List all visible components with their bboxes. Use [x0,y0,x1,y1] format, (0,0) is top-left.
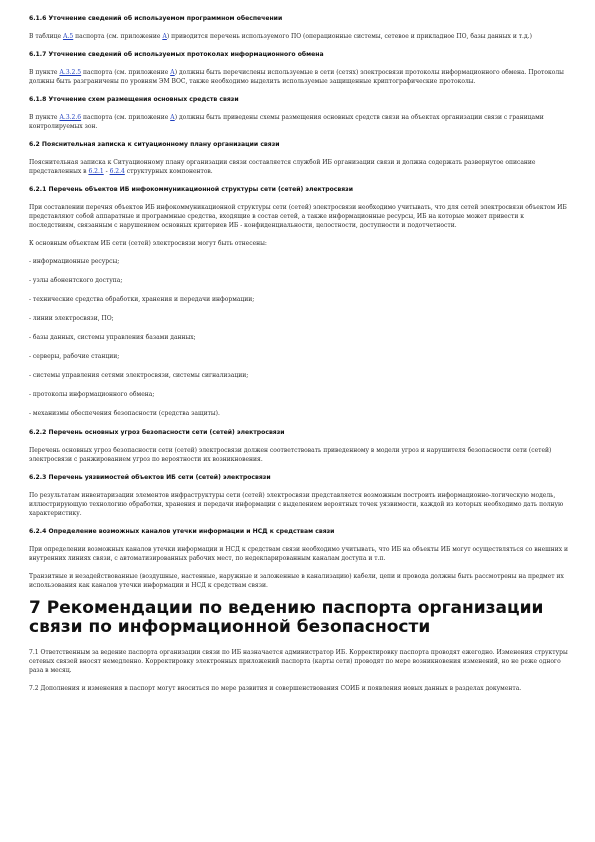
paragraph-objects-list-intro: При составлении перечня объектов ИБ инфокоммуникационной структуры сети (сетей) электросвязи необходимо учитывать, что для сетей электросвязи объектом ИБ представляют собой аппаратные и программные средства, входящие в состав сетей, а также информационные ресурсы, ИБ на которые может привести к последствиям, связанным с нарушением основных критериев ИБ - конфиденциальности, целостности, доступности и подотчетности. [29,204,567,229]
list-item: - узлы абонентского доступа; [29,277,123,284]
document-page [29,14,569,702]
paragraph-explanatory-note: Пояснительная записка к Ситуационному плану организации связи составляется службой ИБ организации связи и должна содержать развернутое описание представленных в 6.2.1 - 6.2.4 структурных компонентов. [29,159,536,175]
link-table-a5[interactable]: А.5 [62,33,74,40]
paragraph-threats: Перечень основных угроз безопасности сети (сетей) электросвязи должен соответствовать приведенному в модели угроз и нарушителя безопасности сети (сетей) электросвязи с ранжированием угроз по вероятности их возникновения. [29,447,552,463]
paragraph-7-2: 7.2 Дополнения и изменения в паспорт могут вноситься по мере развития и совершенствования СОИБ и появления новых данных в разделах документа. [29,685,522,692]
list-item: - механизмы обеспечения безопасности (средства защиты). [29,410,220,417]
list-item: - системы управления сетями электросвязи, системы сигнализации; [29,372,249,379]
section-heading-6-1-7: 6.1.7 Уточнение сведений об используемых протоколах информационного обмена [29,51,324,58]
link-a325[interactable]: А.3.2.5 [59,69,82,76]
paragraph-cables: Транзитные и незадействованные (воздушные, настенные, наружные и заложенные в канализацию) кабели, цепи и провода должны быть рассмотрены на предмет их использования как каналов утечки информации и НСД к средствам связи. [29,573,564,589]
link-appendix-a[interactable]: А [162,33,167,40]
list-item: - технические средства обработки, хранения и передачи информации; [29,296,255,303]
paragraph-software: В таблице А.5 паспорта (см. приложение А) приводится перечень используемого ПО (операционные системы, сетевое и прикладное ПО, базы данных и т.д.) [29,33,532,40]
list-item: - серверы, рабочие станции; [29,353,120,360]
link-6-2-1[interactable]: 6.2.1 [88,168,104,175]
list-item: - базы данных, системы управления базами данных; [29,334,196,341]
section-heading-6-2-3: 6.2.3 Перечень уязвимостей объектов ИБ сети (сетей) электросвязи [29,474,271,481]
link-a326[interactable]: А.3.2.6 [59,114,82,121]
section-heading-6-1-8: 6.1.8 Уточнение схем размещения основных средств связи [29,96,239,103]
link-appendix-a[interactable]: А [170,114,175,121]
section-heading-6-2-4: 6.2.4 Определение возможных каналов утечки информации и НСД к средствам связи [29,528,335,535]
link-6-2-4[interactable]: 6.2.4 [109,168,125,175]
paragraph-protocols: В пункте А.3.2.5 паспорта (см. приложение А) должны быть перечислены используемые в сети (сетях) электросвязи протоколы информационного обмена. Протоколы должны быть разграничены по уровням ЭМ ВОС, также необходимо выделить используемые защищенные криптографические протоколы. [29,69,564,85]
list-item: - протоколы информационного обмена; [29,391,155,398]
list-item: - линии электросвязи, ПО; [29,315,114,322]
paragraph-placement: В пункте А.3.2.6 паспорта (см. приложение А) должны быть приведены схемы размещения основных средств связи на объектах организации связи с границами контролируемых зон. [29,114,544,130]
paragraph-vulnerabilities: По результатам инвентаризации элементов инфраструктуры сети (сетей) электросвязи представляется возможным построить информационно-логическую модель, иллюстрирующую технологию обработки, хранения и передачи информации с выделением вероятных точек уязвимости, каждой из которых необходимо дать полную характеристику. [29,492,564,517]
paragraph-objects-lead: К основным объектам ИБ сети (сетей) электросвязи могут быть отнесены: [29,240,267,247]
list-item: - информационные ресурсы; [29,258,120,265]
paragraph-leak-channels: При определении возможных каналов утечки информации и НСД к средствам связи необходимо учитывать, что ИБ на объекты ИБ могут осуществляться со внешних и внутренних линиях связи, с автоматизированных рабочих мест, по недекларированным каналам доступа и т.п. [29,546,569,562]
paragraph-7-1: 7.1 Ответственным за ведение паспорта организации связи по ИБ назначается администратор ИБ. Корректировку паспорта проводят ежегодно. Изменения структуры сетевых связей вносят немедленно. Корректировку электронных приложений паспорта (карты сети) проводят по мере возникновения изменений, но не реже одного раза в месяц. [29,649,568,674]
section-heading-6-1-6: 6.1.6 Уточнение сведений об используемом программном обеспечении [29,15,283,22]
chapter-heading-7: 7 Рекомендации по ведению паспорта организации связи по информационной безопасности [29,598,544,637]
section-heading-6-2-1: 6.2.1 Перечень объектов ИБ инфокоммуникационной структуры сети (сетей) электросвязи [29,186,353,193]
section-heading-6-2-2: 6.2.2 Перечень основных угроз безопасности сети (сетей) электросвязи [29,429,285,436]
section-heading-6-2: 6.2 Пояснительная записка к ситуационному плану организации связи [29,141,280,148]
link-appendix-a[interactable]: А [170,69,175,76]
